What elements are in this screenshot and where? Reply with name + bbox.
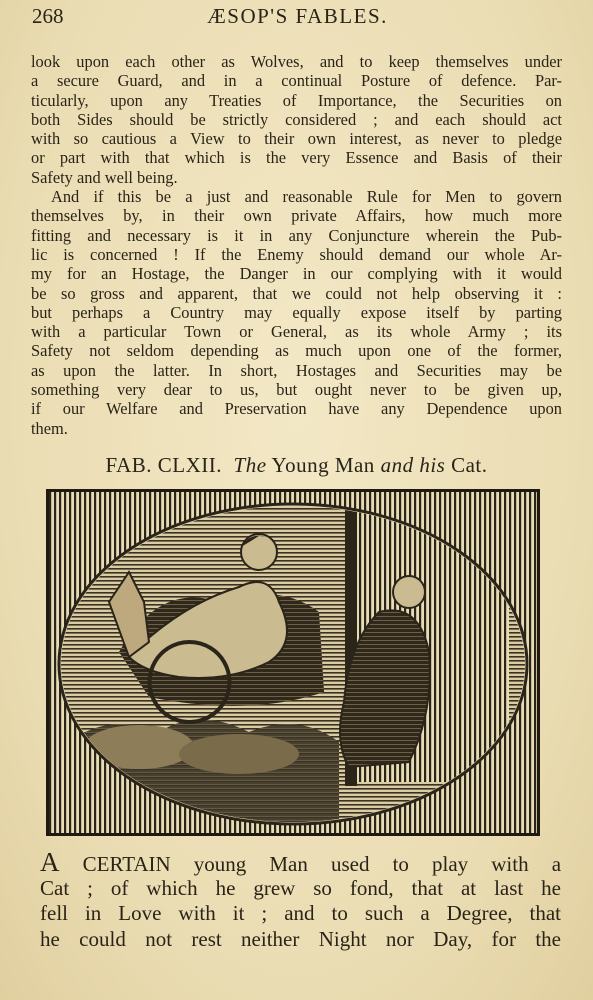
figure-head [241,534,277,570]
page-header [32,4,563,32]
fable-story [40,850,561,952]
text-line: look upon each other as Wolves, and to keep themselves under [31,52,562,71]
story-line-rest: young Man used to play with a [193,852,561,876]
story-line: Cat ; of which he grew so fond, that at last he [40,875,561,900]
text-line: themselves by, in their own private Affairs, how much more [31,206,562,226]
story-line: he could not rest neither Night nor Day, for the [40,926,561,951]
kneeling-man-head [393,576,425,608]
fable-title-the: The [233,453,267,477]
text-line: something very dear to us, but ought never to be given up, [31,380,562,400]
fable-title-young-man: Young Man [271,453,375,477]
cloud-puff [179,734,299,774]
text-line: with a particular Town or General, as its whole Army ; its [31,322,562,342]
text-line: both Sides should be strictly considered ; and each should act [31,109,562,129]
story-line [40,850,561,876]
running-title: ÆSOP'S FABLES. [207,4,388,28]
drop-cap: A [40,850,60,876]
woodcut-engraving [49,492,537,833]
story-line: fell in Love with it ; and to such a Degree, that [40,901,561,925]
text-line: Safety not seldom depending as much upon one of the former, [31,341,562,361]
text-line: And if this be a just and reasonable Rule for Men to govern [51,187,562,207]
page-number: 268 [32,4,64,28]
text-line: Safety and well being. [31,167,178,187]
text-line: but perhaps a Country may equally expose itself by parting [31,302,562,322]
text-line: fitting and necessary is it in any Conjuncture wherein the Pub- [31,225,562,245]
text-line: lic is concerned ! If the Enemy should demand our whole Ar- [31,244,562,264]
text-line: them. [31,418,68,438]
fable-title-and-his: and his [380,453,446,477]
fable-number: FAB. CLXII. [105,453,223,477]
text-line: ticularly, upon any Treaties of Importance, the Securities on [31,90,562,110]
woodcut-illustration [46,489,540,836]
text-line: a secure Guard, and in a continual Posture of defence. Par- [31,71,562,91]
fable-title-cat: Cat. [451,453,488,477]
text-line: if our Welfare and Preservation have any Dependence upon [31,399,562,419]
text-line: my for an Hostage, the Danger in our complying with it would [31,264,562,284]
text-line: or part with that which is the very Essence and Basis of their [31,148,562,168]
text-line: with so cautious a View to their own interest, as never to pledge [31,129,562,149]
text-line: as upon the latter. In short, Hostages and Securities may be [31,360,562,380]
text-line: be so gross and apparent, that we could not help observing it : [31,283,562,303]
moral-text [31,52,562,438]
fable-title [0,453,593,478]
first-word-caps: CERTAIN [82,852,171,876]
